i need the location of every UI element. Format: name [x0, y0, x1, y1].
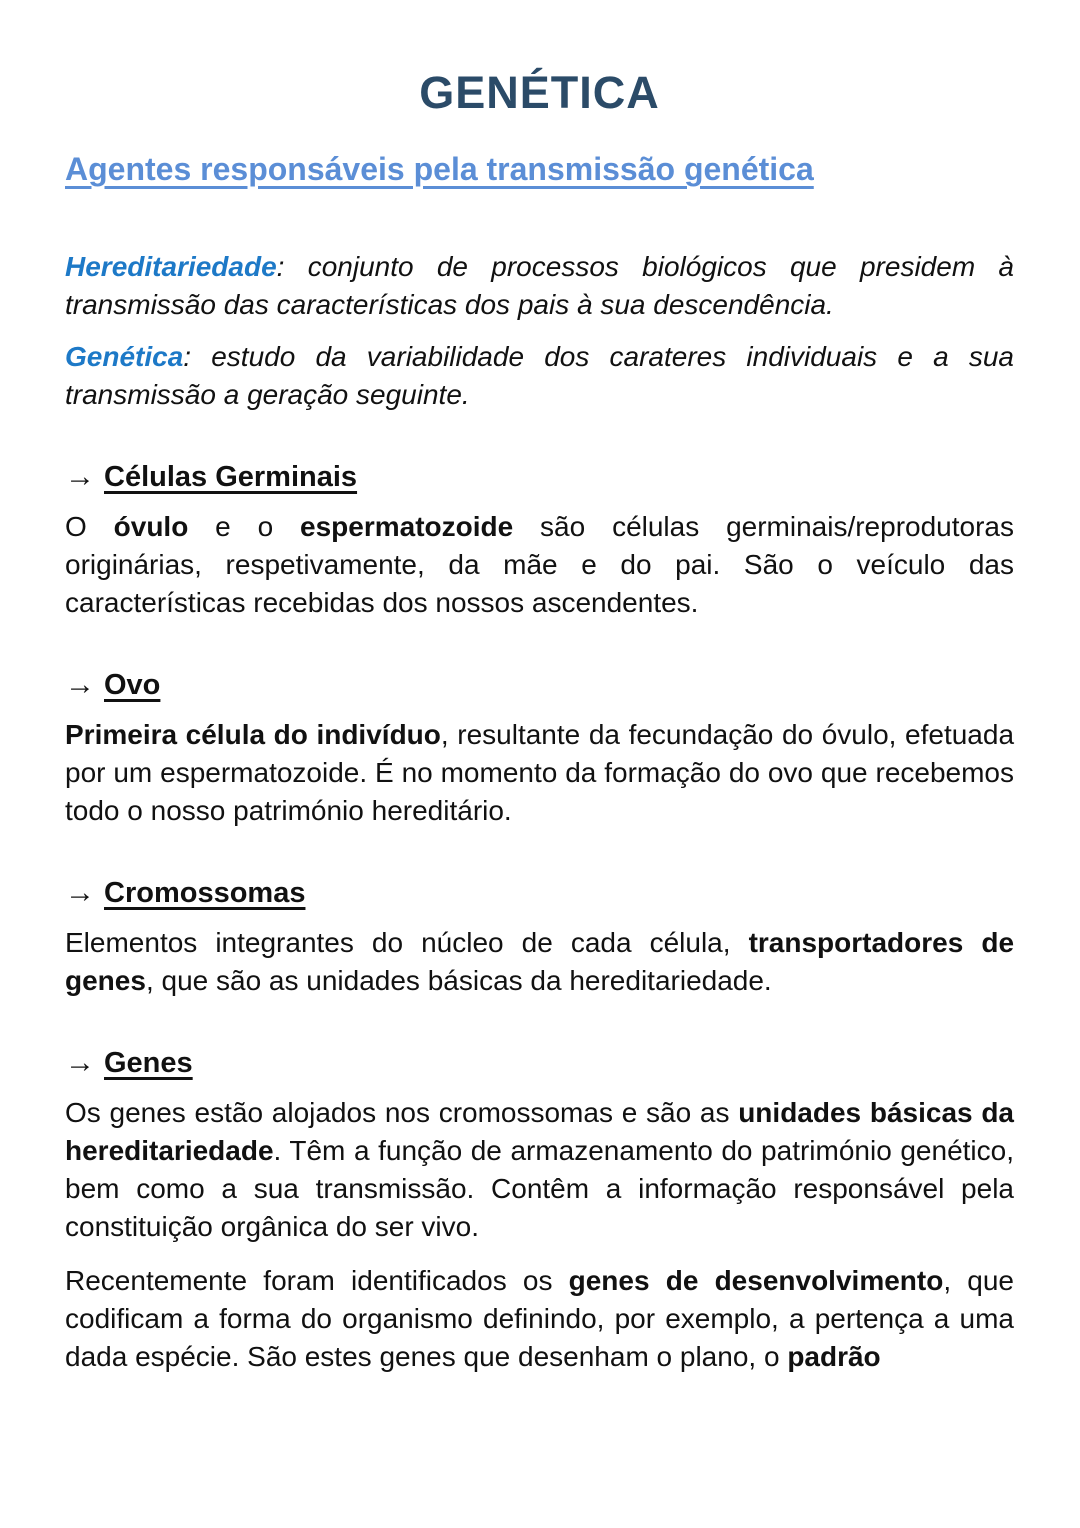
main-heading: Agentes responsáveis pela transmissão genética — [65, 151, 814, 187]
arrow-icon: → — [65, 876, 95, 909]
text-run: O — [65, 511, 114, 542]
page-title: GENÉTICA — [419, 67, 660, 118]
section-ovo — [65, 666, 1014, 830]
definitions-block — [65, 248, 1014, 414]
text-run-bold: espermatozoide — [300, 511, 514, 542]
text-run-bold: genes de desenvolvimento — [568, 1265, 944, 1296]
definition-text: : conjunto de processos biológicos que presidem à transmissão das características dos pais à sua descendência. — [65, 251, 1014, 320]
section-title: Genes — [104, 1047, 193, 1079]
body-paragraph — [65, 1262, 1014, 1376]
section-title: Ovo — [104, 669, 161, 701]
section-heading — [65, 874, 1014, 912]
section-heading — [65, 666, 1014, 704]
text-run: são células germinais/reprodutoras originárias, respetivamente, da mãe e do pai. São o veículo das características recebidas dos nossos ascendentes. — [65, 511, 1014, 618]
section-celulas-germinais — [65, 458, 1014, 622]
section-title: Células Germinais — [104, 461, 358, 493]
body-paragraph — [65, 508, 1014, 622]
arrow-icon: → — [65, 1046, 95, 1079]
text-run: , que são as unidades básicas da hereditariedade. — [145, 965, 772, 996]
body-paragraph — [65, 924, 1014, 1000]
text-run: e o — [188, 511, 301, 542]
definition-term: Genética — [65, 341, 184, 372]
section-heading — [65, 458, 1014, 496]
arrow-icon: → — [65, 460, 95, 493]
definition-text: : estudo da variabilidade dos carateres individuais e a sua transmissão a geração seguinte. — [65, 341, 1014, 410]
text-run: , resultante da fecundação do óvulo, efetuada por um espermatozoide. É no momento da formação do ovo que recebemos todo o nosso património hereditário. — [65, 719, 1015, 826]
section-heading — [65, 1044, 1014, 1082]
text-run-bold: Primeira célula do indivíduo — [65, 719, 441, 750]
definition-hereditariedade — [65, 248, 1014, 324]
text-run-bold: transportadores de genes — [65, 927, 1015, 996]
definition-genetica — [65, 338, 1014, 414]
text-run: , que codificam a forma do organismo definindo, por exemplo, a pertença a uma dada espécie. São estes genes que desenham o plano, o — [65, 1265, 1015, 1372]
arrow-icon: → — [65, 668, 95, 701]
text-run: Elementos integrantes do núcleo de cada célula, — [65, 927, 749, 958]
body-paragraph — [65, 716, 1014, 830]
text-run-bold: óvulo — [113, 511, 189, 542]
text-run: . Têm a função de armazenamento do património genético, bem como a sua transmissão. Contêm a informação responsável pela constituição orgânica do ser vivo. — [65, 1135, 1014, 1242]
text-run: Recentemente foram identificados os — [65, 1265, 569, 1296]
section-genes — [65, 1044, 1014, 1376]
section-cromossomas — [65, 874, 1014, 1000]
section-title: Cromossomas — [104, 877, 306, 909]
text-run-bold: unidades básicas da hereditariedade — [65, 1097, 1015, 1166]
text-run-bold: padrão — [787, 1341, 881, 1372]
text-run: Os genes estão alojados nos cromossomas e são as — [65, 1097, 739, 1128]
body-paragraph — [65, 1094, 1014, 1246]
definition-term: Hereditariedade — [65, 251, 277, 282]
